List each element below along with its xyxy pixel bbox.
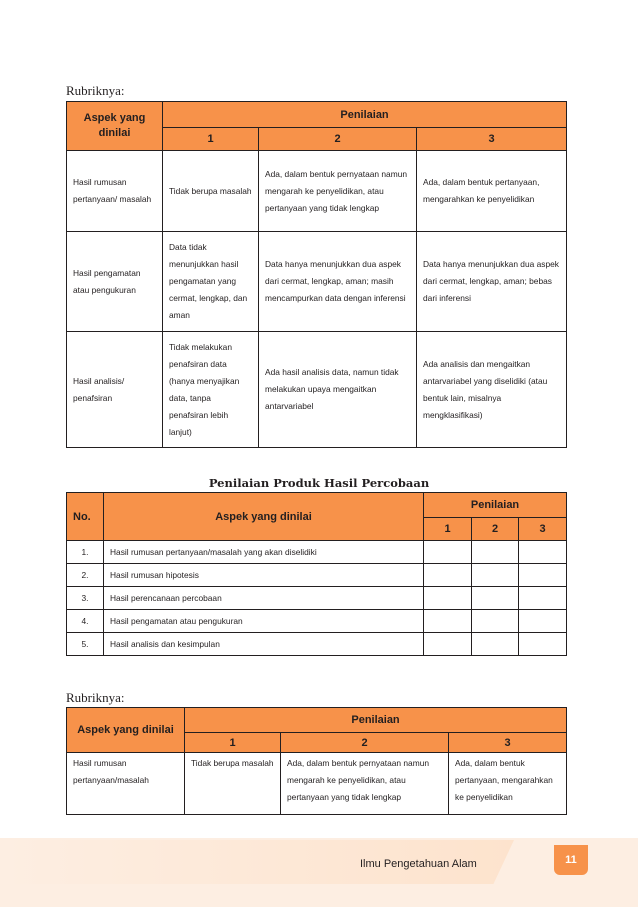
table-row <box>67 232 567 332</box>
table-row <box>67 753 567 815</box>
cell-score-2 <box>472 633 519 656</box>
cell-score-3: Data hanya menunjukkan dua aspek dari cermat, lengkap, aman; bebas dari inferensi <box>417 232 567 332</box>
cell-score-2 <box>472 587 519 610</box>
product-table <box>66 492 567 656</box>
header-score-2: 2 <box>472 518 519 541</box>
table-row <box>67 332 567 448</box>
header-score-1: 1 <box>424 518 472 541</box>
table-row <box>67 151 567 232</box>
cell-score-3: Ada, dalam bentuk pertanyaan, mengarahkan ke penyelidikan <box>449 753 567 815</box>
cell-score-2 <box>472 564 519 587</box>
header-score-3: 3 <box>449 733 567 753</box>
cell-score-3: Ada analisis dan mengaitkan antarvariabel yang diselidiki (atau bentuk lain, misalnya mengklasifikasi) <box>417 332 567 448</box>
header-score-3: 3 <box>519 518 567 541</box>
page-number: 11 <box>554 845 588 875</box>
header-aspect: Aspek yang dinilai <box>67 708 185 753</box>
cell-no: 5. <box>67 633 104 656</box>
header-aspect: Aspek yang dinilai <box>67 102 163 151</box>
cell-no: 4. <box>67 610 104 633</box>
header-no: No. <box>67 493 104 541</box>
cell-score-3: Ada, dalam bentuk pertanyaan, mengarahkan ke penyelidikan <box>417 151 567 232</box>
table-row <box>67 610 567 633</box>
cell-aspect: Hasil analisis/ penafsiran <box>67 332 163 448</box>
cell-score-3 <box>519 587 567 610</box>
header-score-1: 1 <box>185 733 281 753</box>
cell-aspect: Hasil analisis dan kesimpulan <box>104 633 424 656</box>
header-aspect: Aspek yang dinilai <box>104 493 424 541</box>
cell-score-3 <box>519 633 567 656</box>
rubric-label: Rubriknya: <box>66 83 125 98</box>
table-row <box>67 587 567 610</box>
cell-score-1 <box>424 564 472 587</box>
cell-score-1 <box>424 610 472 633</box>
header-assessment: Penilaian <box>424 493 567 518</box>
header-assessment: Penilaian <box>163 102 567 128</box>
header-score-1: 1 <box>163 128 259 151</box>
cell-aspect: Hasil rumusan hipotesis <box>104 564 424 587</box>
cell-score-1 <box>424 587 472 610</box>
header-assessment: Penilaian <box>185 708 567 733</box>
cell-score-1: Tidak melakukan penafsiran data (hanya menyajikan data, tanpa penafsiran lebih lanjut) <box>163 332 259 448</box>
cell-no: 3. <box>67 587 104 610</box>
cell-no: 2. <box>67 564 104 587</box>
cell-aspect: Hasil pengamatan atau pengukuran <box>67 232 163 332</box>
cell-score-1: Tidak berupa masalah <box>185 753 281 815</box>
cell-no: 1. <box>67 541 104 564</box>
rubric-table-1 <box>66 101 567 448</box>
header-score-3: 3 <box>417 128 567 151</box>
cell-score-2: Ada, dalam bentuk pernyataan namun mengarah ke penyelidikan, atau pertanyaan yang tidak lengkap <box>259 151 417 232</box>
cell-score-3 <box>519 541 567 564</box>
header-score-2: 2 <box>259 128 417 151</box>
rubric-label: Rubriknya: <box>66 690 125 705</box>
rubric-table-2 <box>66 707 567 815</box>
cell-score-2 <box>472 541 519 564</box>
cell-aspect: Hasil rumusan pertanyaan/masalah <box>67 753 185 815</box>
cell-score-3 <box>519 610 567 633</box>
section-title: Penilaian Produk Hasil Percobaan <box>208 476 430 490</box>
table-row <box>67 541 567 564</box>
cell-aspect: Hasil perencanaan percobaan <box>104 587 424 610</box>
cell-score-1 <box>424 633 472 656</box>
table-row <box>67 564 567 587</box>
table-row <box>67 633 567 656</box>
cell-aspect: Hasil pengamatan atau pengukuran <box>104 610 424 633</box>
footer-subject: Ilmu Pengetahuan Alam <box>360 858 477 870</box>
cell-score-2: Ada, dalam bentuk pernyataan namun mengarah ke penyelidikan, atau pertanyaan yang tidak lengkap <box>281 753 449 815</box>
cell-score-2: Ada hasil analisis data, namun tidak melakukan upaya mengaitkan antarvariabel <box>259 332 417 448</box>
cell-score-3 <box>519 564 567 587</box>
header-score-2: 2 <box>281 733 449 753</box>
cell-aspect: Hasil rumusan pertanyaan/masalah yang akan diselidiki <box>104 541 424 564</box>
cell-score-1 <box>424 541 472 564</box>
cell-score-1: Data tidak menunjukkan hasil pengamatan yang cermat, lengkap, dan aman <box>163 232 259 332</box>
cell-score-1: Tidak berupa masalah <box>163 151 259 232</box>
cell-aspect: Hasil rumusan pertanyaan/ masalah <box>67 151 163 232</box>
cell-score-2: Data hanya menunjukkan dua aspek dari cermat, lengkap, aman; masih mencampurkan data dengan inferensi <box>259 232 417 332</box>
cell-score-2 <box>472 610 519 633</box>
